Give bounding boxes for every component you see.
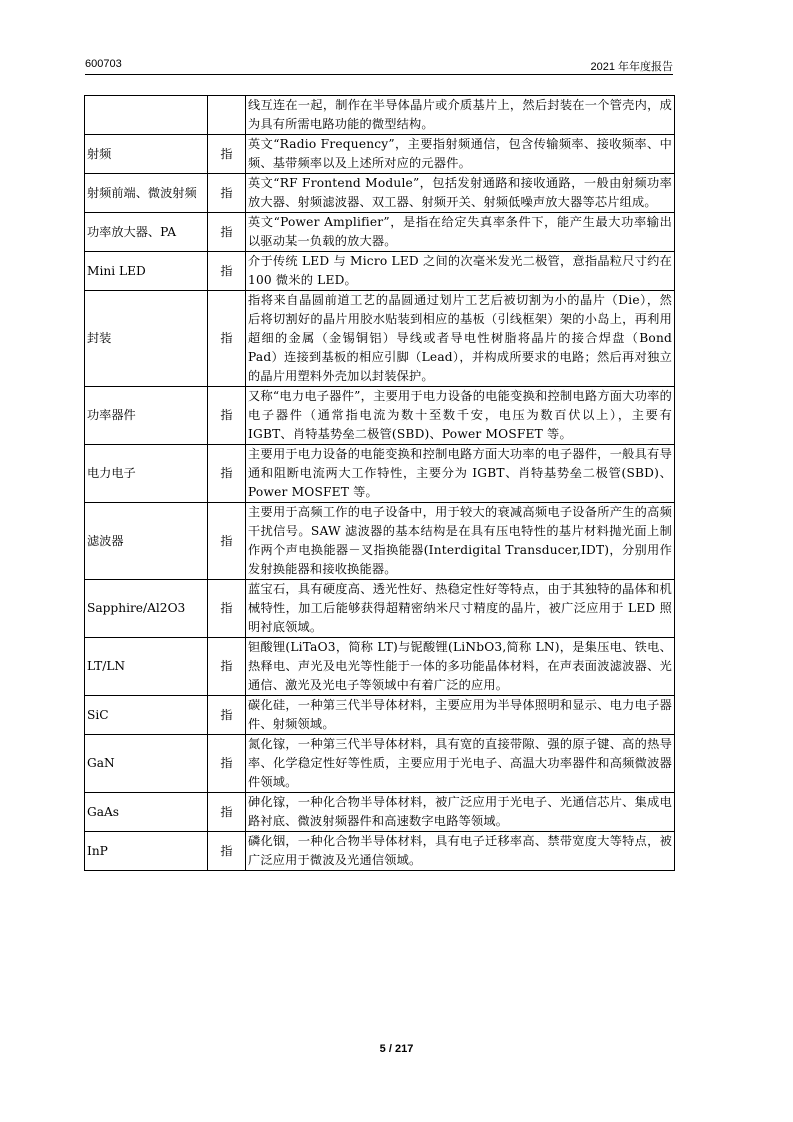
table-row: [85, 696, 675, 735]
table-row: [85, 638, 675, 696]
table-row: [85, 291, 675, 387]
definition-cell: 介于传统 LED 与 Micro LED 之间的次毫米发光二极管，意指晶粒尺寸约在 100 微米的 LED。: [246, 252, 675, 291]
definition-cell: 英文“Radio Frequency”，主要指射频通信，包含传输频率、接收频率、中频、基带频率以及上述所对应的元器件。: [246, 135, 675, 174]
term-cell: 电力电子: [85, 445, 208, 503]
zhi-cell: 指: [208, 445, 246, 503]
table-row: [85, 445, 675, 503]
zhi-cell: 指: [208, 174, 246, 213]
table-row: [85, 213, 675, 252]
table-row: [85, 580, 675, 638]
table-row: [85, 735, 675, 793]
table-row: [85, 174, 675, 213]
zhi-cell: 指: [208, 638, 246, 696]
term-cell: Mini LED: [85, 252, 208, 291]
term-cell: LT/LN: [85, 638, 208, 696]
definition-cell: 主要用于电力设备的电能变换和控制电路方面大功率的电子器件，一般具有导通和阻断电流两大工作特性，主要分为 IGBT、肖特基势垒二极管(SBD)、Power MOSFET 等。: [246, 445, 675, 503]
definition-cell: 钽酸锂(LiTaO3，简称 LT)与铌酸锂(LiNbO3,简称 LN)，是集压电、铁电、热释电、声光及电光等性能于一体的多功能晶体材料，在声表面波滤波器、光通信、激光及光电子等领域中有着广泛的应用。: [246, 638, 675, 696]
definition-cell: 砷化镓，一种化合物半导体材料，被广泛应用于光电子、光通信芯片、集成电路衬底、微波射频器件和高速数字电路等领域。: [246, 793, 675, 832]
zhi-cell: 指: [208, 291, 246, 387]
definition-cell: 线互连在一起，制作在半导体晶片或介质基片上，然后封装在一个管壳内，成为具有所需电路功能的微型结构。: [246, 96, 675, 135]
definition-cell: 指将来自晶圆前道工艺的晶圆通过划片工艺后被切割为小的晶片（Die），然后将切割好的晶片用胶水贴装到相应的基板（引线框架）架的小岛上，再利用超细的金属（金锡铜铝）导线或者导电性树脂将晶片的接合焊盘（Bond Pad）连接到基板的相应引脚（Lead），并构成所要求的电路；然后再对独立的晶片用塑料外壳加以封装保护。: [246, 291, 675, 387]
zhi-cell: 指: [208, 252, 246, 291]
term-cell: 功率器件: [85, 387, 208, 445]
page-number: 5 / 217: [379, 1043, 414, 1055]
term-cell: 射频: [85, 135, 208, 174]
zhi-cell: [208, 96, 246, 135]
table-row: [85, 503, 675, 580]
term-cell: Sapphire/Al2O3: [85, 580, 208, 638]
term-cell: 封装: [85, 291, 208, 387]
term-cell: SiC: [85, 696, 208, 735]
table-row: [85, 135, 675, 174]
header-company-code: 600703: [85, 58, 122, 70]
definition-cell: 磷化铟，一种化合物半导体材料，具有电子迁移率高、禁带宽度大等特点，被广泛应用于微波及光通信领域。: [246, 832, 675, 871]
definition-cell: 又称“电力电子器件”，主要用于电力设备的电能变换和控制电路方面大功率的电子器件（通常指电流为数十至数千安，电压为数百伏以上），主要有 IGBT、肖特基势垒二极管(SBD)、Power MOSFET 等。: [246, 387, 675, 445]
zhi-cell: 指: [208, 793, 246, 832]
term-cell: 功率放大器、PA: [85, 213, 208, 252]
glossary-table: [84, 95, 675, 871]
definition-cell: 主要用于高频工作的电子设备中，用于较大的衰减高频电子设备所产生的高频干扰信号。SAW 滤波器的基本结构是在具有压电特性的基片材料抛光面上制作两个声电换能器－叉指换能器(Interdigital Transducer,IDT)，分别用作发射换能器和接收换能器。: [246, 503, 675, 580]
zhi-cell: 指: [208, 503, 246, 580]
zhi-cell: 指: [208, 696, 246, 735]
header-report-title: 2021 年年度报告: [590, 61, 673, 73]
table-row: [85, 96, 675, 135]
zhi-cell: 指: [208, 735, 246, 793]
glossary-body: [85, 96, 675, 871]
definition-cell: 氮化镓，一种第三代半导体材料，具有宽的直接带隙、强的原子键、高的热导率、化学稳定性好等性质，主要应用于光电子、高温大功率器件和高频微波器件领域。: [246, 735, 675, 793]
zhi-cell: 指: [208, 832, 246, 871]
header-divider: [85, 74, 673, 75]
table-row: [85, 793, 675, 832]
zhi-cell: 指: [208, 580, 246, 638]
term-cell: 滤波器: [85, 503, 208, 580]
term-cell: GaN: [85, 735, 208, 793]
zhi-cell: 指: [208, 135, 246, 174]
table-row: [85, 252, 675, 291]
definition-cell: 碳化硅，一种第三代半导体材料，主要应用为半导体照明和显示、电力电子器件、射频领域。: [246, 696, 675, 735]
term-cell: 射频前端、微波射频: [85, 174, 208, 213]
term-cell: GaAs: [85, 793, 208, 832]
table-row: [85, 387, 675, 445]
definition-cell: 英文“Power Amplifier”，是指在给定失真率条件下，能产生最大功率输出以驱动某一负载的放大器。: [246, 213, 675, 252]
definition-cell: 蓝宝石，具有硬度高、透光性好、热稳定性好等特点，由于其独特的晶体和机械特性，加工后能够获得超精密纳米尺寸精度的晶片，被广泛应用于 LED 照明衬底领域。: [246, 580, 675, 638]
zhi-cell: 指: [208, 213, 246, 252]
definition-cell: 英文“RF Frontend Module”，包括发射通路和接收通路，一般由射频功率放大器、射频滤波器、双工器、射频开关、射频低噪声放大器等芯片组成。: [246, 174, 675, 213]
term-cell: InP: [85, 832, 208, 871]
zhi-cell: 指: [208, 387, 246, 445]
table-row: [85, 832, 675, 871]
term-cell: [85, 96, 208, 135]
